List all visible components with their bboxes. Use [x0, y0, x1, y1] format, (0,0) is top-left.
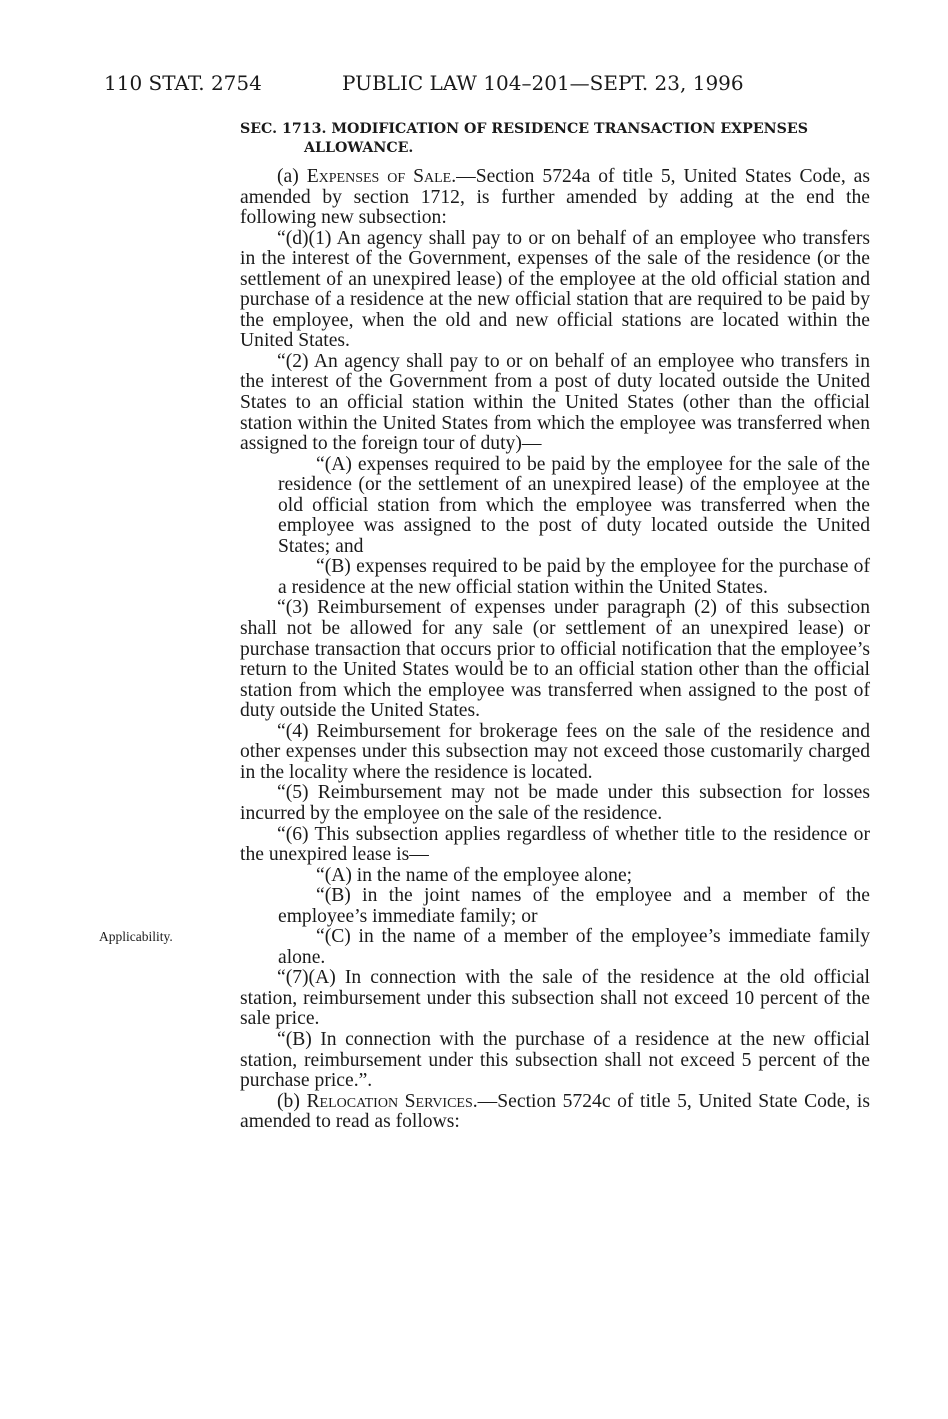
paragraph-6C: “(C) in the name of a member of the employee’s immediate family alone. — [278, 926, 870, 968]
section-heading — [240, 120, 870, 158]
paragraph-2: “(2) An agency shall pay to or on behalf of an employee who transfers in the interest of the Government from a post of duty located outside the United States to an official station within the United States (other than the official station within the United States from which the employee was transferred when assigned to the foreign tour of duty)— — [240, 350, 870, 455]
statute-page-number: 110 STAT. 2754 — [104, 71, 262, 95]
paragraph-5: “(5) Reimbursement may not be made under this subsection for losses incurred by the employee on the sale of the residence. — [240, 782, 870, 824]
paragraph-6B: “(B) in the joint names of the employee and a member of the employee’s immediate family; or — [278, 885, 870, 927]
margin-note-applicability: Applicability. — [99, 929, 173, 944]
paragraph-6: “(6) This subsection applies regardless of whether title to the residence or the unexpired lease is— — [240, 823, 870, 866]
paragraph-2B: “(B) expenses required to be paid by the employee for the purchase of a residence at the new official station within the United States. — [278, 556, 870, 598]
paragraph-d1: “(d)(1) An agency shall pay to or on behalf of an employee who transfers in the interest of the Government, expenses of the sale of the residence (or the settlement of an unexpired lease) of the employee at the old official station and purchase of a residence at the new official station that are required to be paid by the employee, when the old and new official stations are located within the United States. — [240, 227, 870, 352]
paragraph-3: “(3) Reimbursement of expenses under paragraph (2) of this subsection shall not be allowed for any sale (or settlement of an unexpired lease) or purchase transaction that occurs prior to official notification that the employee’s return to the United States would be to an official station other than the official station from which the employee was transferred when assigned to the post of duty outside the United States. — [240, 597, 870, 722]
public-law-title: PUBLIC LAW 104–201—SEPT. 23, 1996 — [342, 71, 744, 95]
section-heading-line1: SEC. 1713. MODIFICATION OF RESIDENCE TRANSACTION EXPENSES — [240, 121, 808, 137]
paragraph-6A: “(A) in the name of the employee alone; — [316, 864, 633, 886]
paragraph-7B: “(B) In connection with the purchase of a residence at the new official station, reimbursement under this subsection shall not exceed 5 percent of the purchase price.”. — [240, 1028, 870, 1092]
paragraph-b-caption: Relocation Services — [306, 1090, 473, 1112]
section-body — [240, 167, 870, 1133]
paragraph-b: (b) Relocation Services.—Section 5724c of title 5, United State Code, is amended to read as follows: — [240, 1090, 870, 1133]
paragraph-7A: “(7)(A) In connection with the sale of the residence at the old official station, reimbursement under this subsection shall not exceed 10 percent of the sale price. — [240, 967, 870, 1030]
paragraph-a: (a) Expenses of Sale.—Section 5724a of title 5, United States Code, as amended by section 1712, is further amended by adding at the end the following new subsection: — [240, 166, 870, 229]
section-heading-line2: ALLOWANCE. — [304, 140, 414, 156]
paragraph-2A: “(A) expenses required to be paid by the employee for the sale of the residence (or the settlement of an unexpired lease) of the employee at the old official station from which the employee was transferred when the employee was assigned to the post of duty located outside the United States; and — [278, 453, 870, 557]
paragraph-a-caption: Expenses of Sale — [306, 166, 452, 187]
paragraph-4: “(4) Reimbursement for brokerage fees on the sale of the residence and other expenses under this subsection may not exceed those customarily charged in the locality where the residence is located. — [240, 720, 870, 783]
